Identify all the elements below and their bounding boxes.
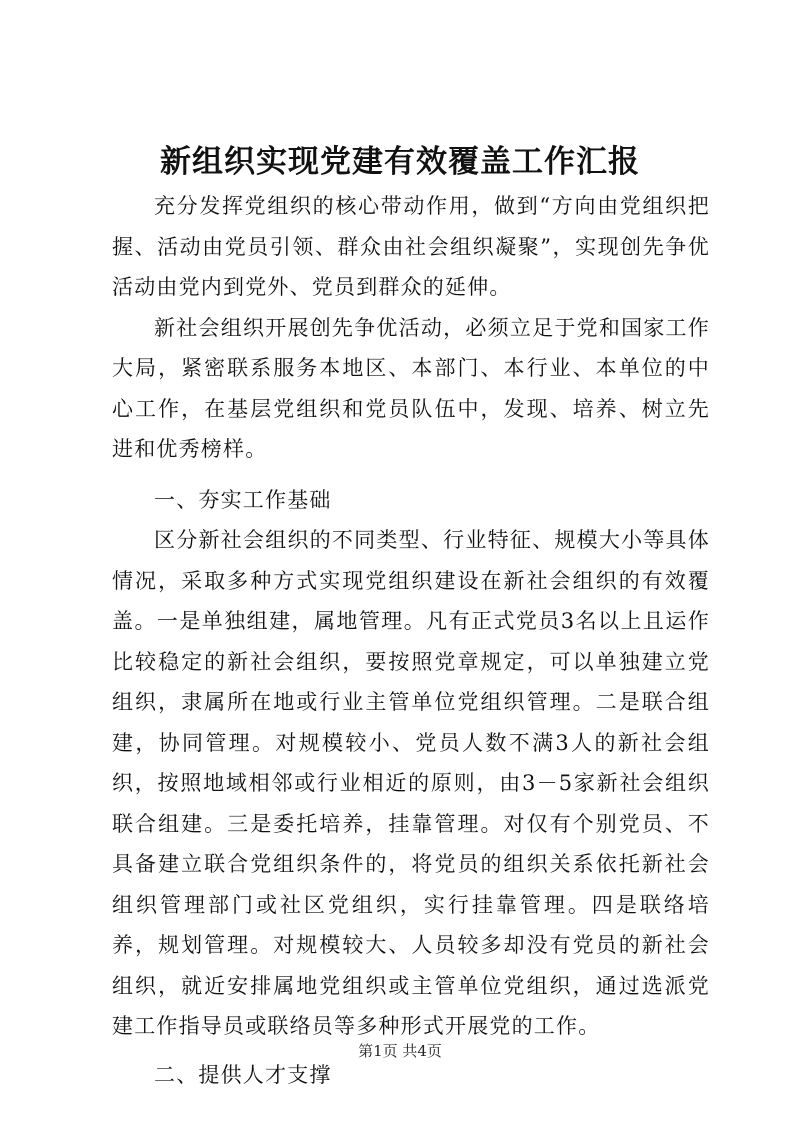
section-heading-talent: 二、提供人才支撑 — [154, 1062, 332, 1087]
paragraph-overview: 新社会组织开展创先争优活动，必须立足于党和国家工作大局，紧密联系服务本地区、本部门、本行业、本单位的中心工作，在基层党组织和党员队伍中，发现、培养、树立先进和优秀榜样。 — [112, 315, 710, 461]
document-title: 新组织实现党建有效覆盖工作汇报 — [160, 144, 640, 180]
page-number-footer: 第1页 共4页 — [358, 1042, 442, 1060]
paragraph-intro: 充分发挥党组织的核心带动作用，做到“方向由党组织把握、活动由党员引领、群众由社会组织凝聚”，实现创先争优活动由党内到党外、党员到群众的延伸。 — [112, 194, 710, 299]
paragraph-foundation: 区分新社会组织的不同类型、行业特征、规模大小等具体情况，采取多种方式实现党组织建设在新社会组织的有效覆盖。一是单独组建，属地管理。凡有正式党员3名以上且运作比较稳定的新社会组织，要按照党章规定，可以单独建立党组织，隶属所在地或行业主管单位党组织管理。二是联合组建，协同管理。对规模较小、党员人数不满3人的新社会组织，按照地域相邻或行业相近的原则，由3－5家新社会组织联合组建。三是委托培养，挂靠管理。对仅有个别党员、不具备建立联合党组织条件的，将党员的组织关系依托新社会组织管理部门或社区党组织，实行挂靠管理。四是联络培养，规划管理。对规模较大、人员较多却没有党员的新社会组织，就近安排属地党组织或主管单位党组织，通过选派党建工作指导员或联络员等多种形式开展党的工作。 — [112, 528, 710, 1038]
section-heading-foundation: 一、夯实工作基础 — [154, 487, 332, 512]
document-body — [112, 186, 710, 1095]
